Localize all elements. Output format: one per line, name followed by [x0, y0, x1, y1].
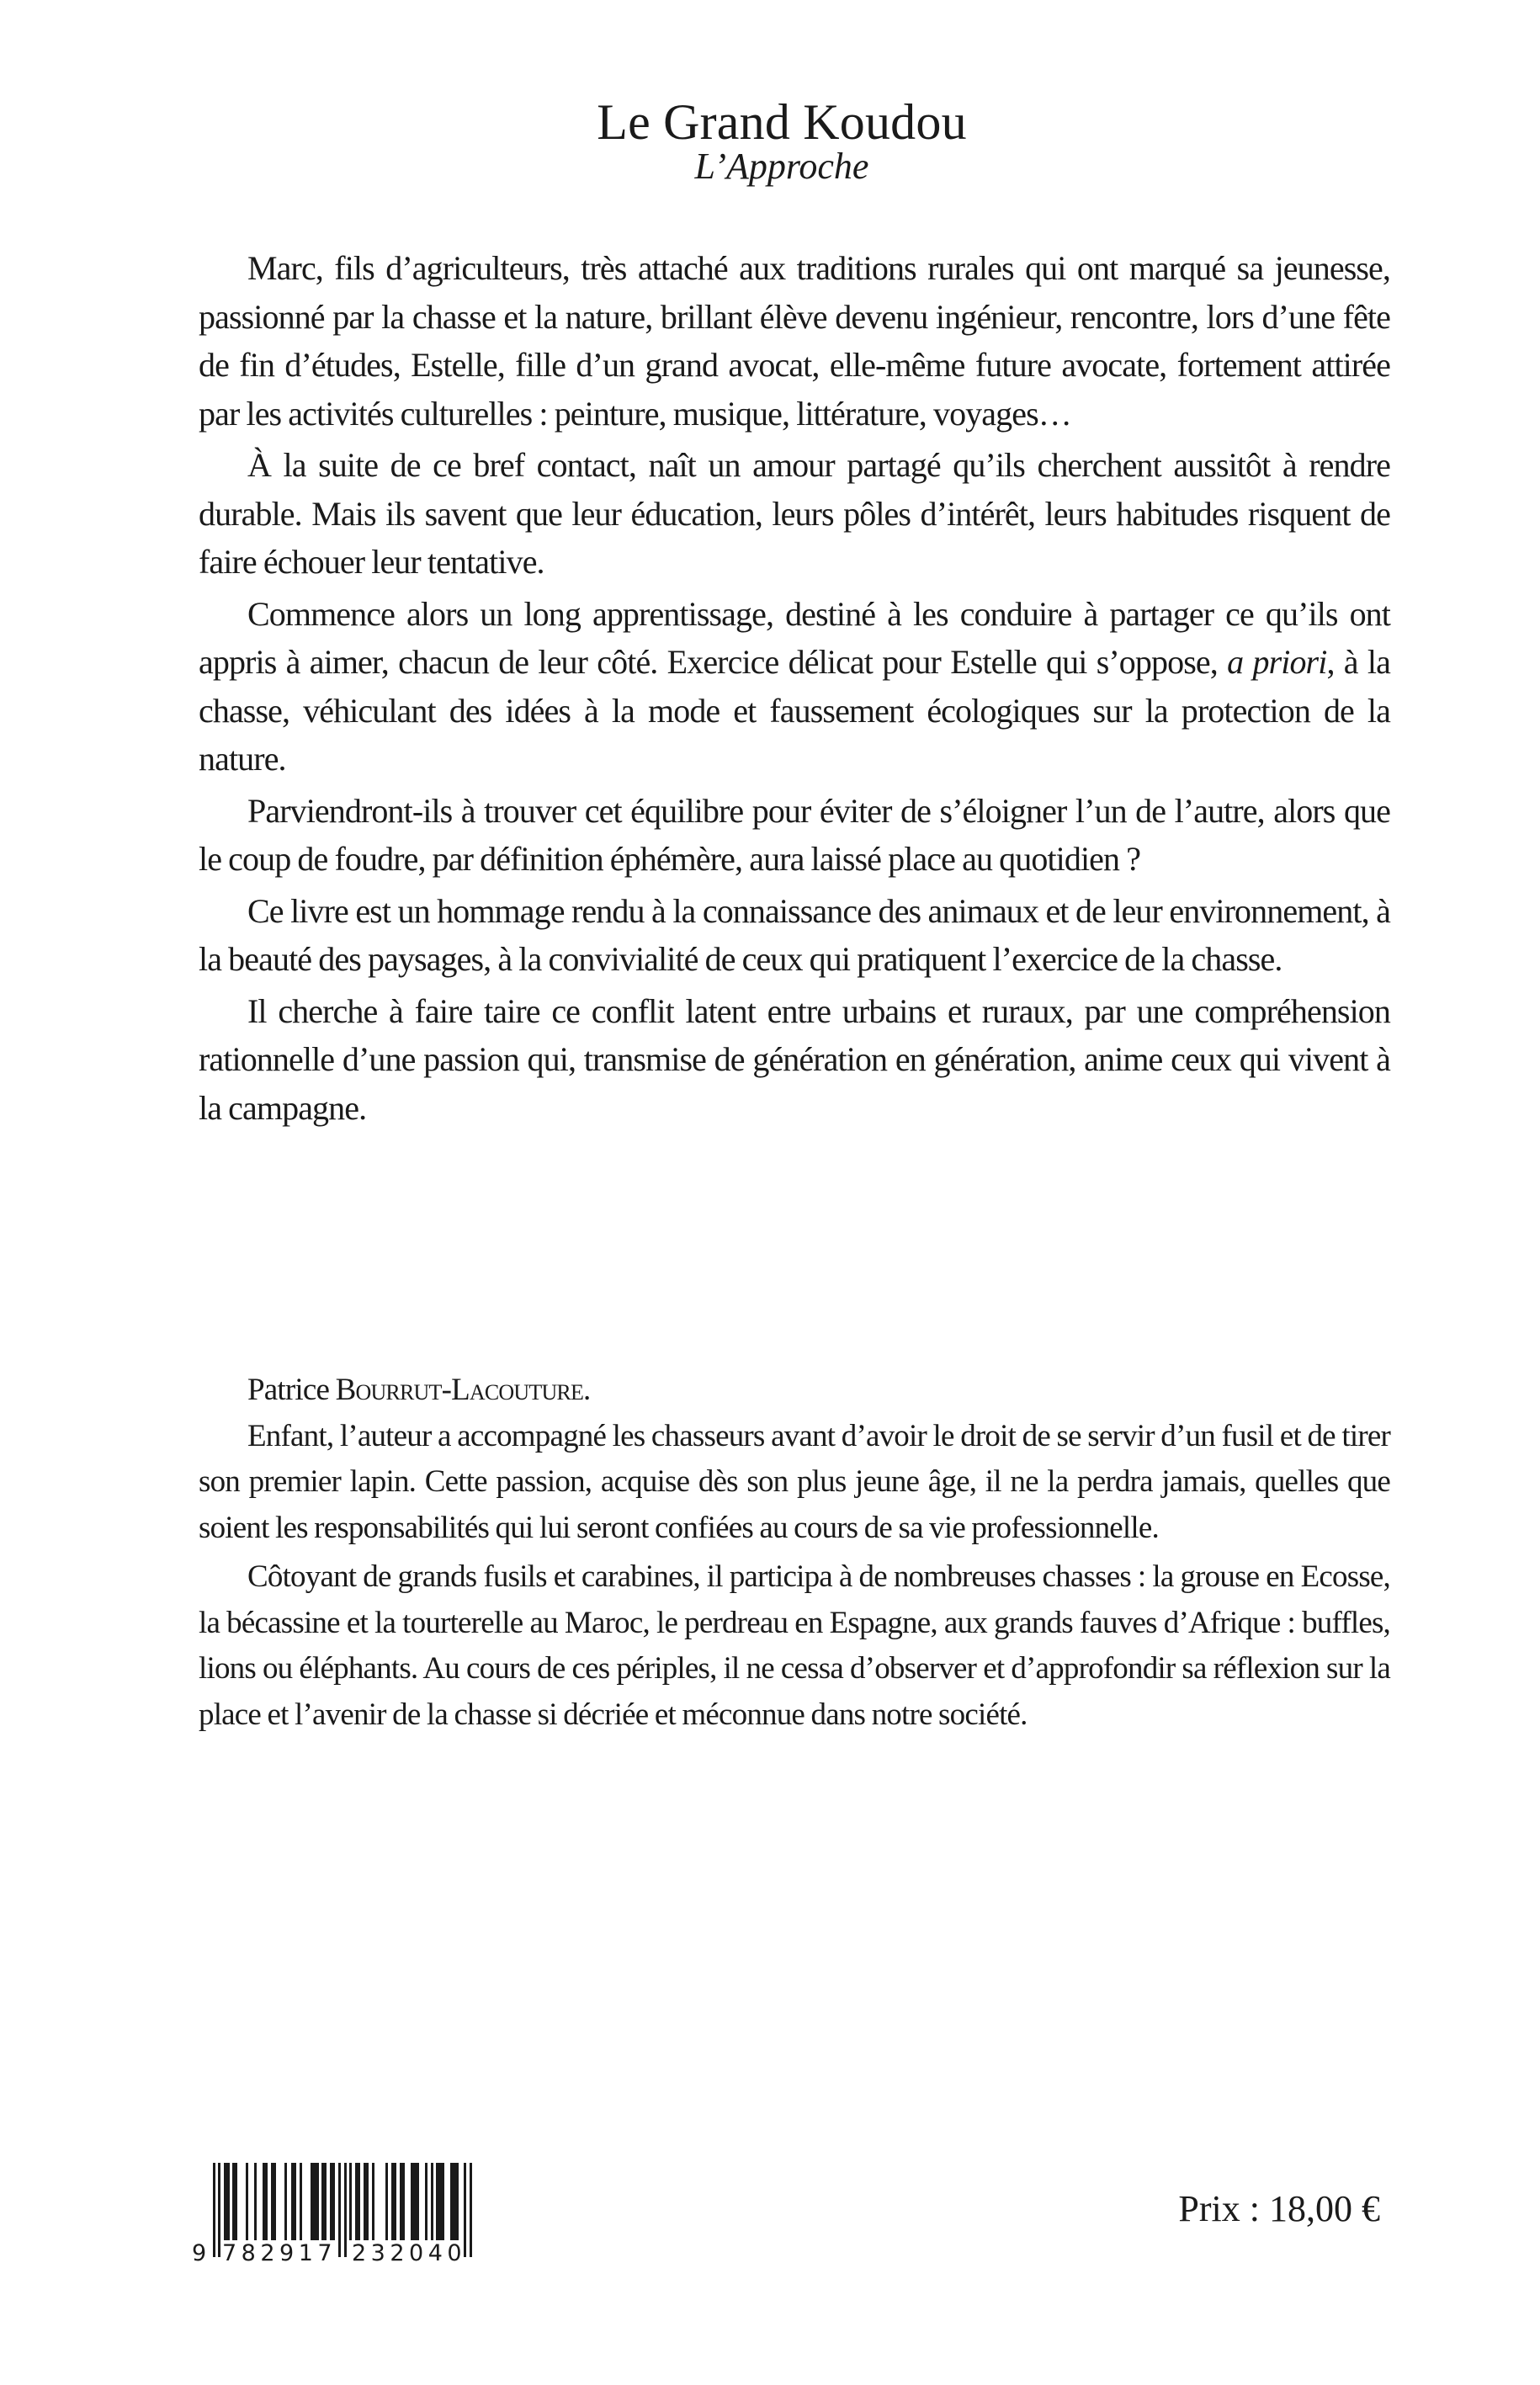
italic-phrase: a priori	[1227, 643, 1327, 681]
author-name-suffix: .	[583, 1373, 591, 1407]
author-bio	[199, 1368, 1390, 1741]
price-label: Prix : 18,00 €	[1178, 2188, 1380, 2229]
author-last-name: Bourrut-Lacouture	[335, 1373, 584, 1407]
isbn-right-group: 232040	[352, 2240, 467, 2266]
isbn-barcode	[192, 2161, 486, 2271]
title-block	[0, 94, 1540, 187]
summary-paragraph	[199, 590, 1390, 783]
summary-text: Commence alors un long apprentissage, destiné à les conduire à partager ce qu’ils ont appris à aimer, chacun de leur côté. Exercice délicat pour Estelle qui s’oppose,	[199, 594, 1390, 681]
author-paragraph: Côtoyant de grands fusils et carabines, il participa à de nombreuses chasses : la grouse en Ecosse, la bécassine et la tourterelle au Maroc, le perdreau en Espagne, aux grands fauves d’Afrique : buffles, lions ou éléphants. Au cours de ces périples, il ne cessa d’observer et d’approfondir sa réflexion sur la place et l’avenir de la chasse si décriée et méconnue dans notre société.	[199, 1559, 1390, 1732]
author-first-name: Patrice	[247, 1373, 330, 1407]
author-name	[199, 1368, 1390, 1414]
summary-paragraph: Marc, fils d’agriculteurs, très attaché aux traditions rurales qui ont marqué sa jeunesse, passionné par la chasse et la nature, brillant élève devenu ingénieur, rencontre, lors d’une fête de fin d’études, Estelle, fille d’un grand avocat, elle-même future avocate, fortement attirée par les activités culturelles : peinture, musique, littérature, voyages…	[199, 249, 1390, 433]
isbn-left-group: 782917	[222, 2240, 337, 2266]
book-title: Le Grand Koudou	[597, 94, 967, 150]
summary-paragraph: Ce livre est un hommage rendu à la connaissance des animaux et de leur environnement, à la beauté des paysages, à la convivialité de ceux qui pratiquent l’exercice de la chasse.	[199, 891, 1390, 978]
summary-paragraph: À la suite de ce bref contact, naît un amour partagé qu’ils cherchent aussitôt à rendre durable. Mais ils savent que leur éducation, leurs pôles d’intérêt, leurs habitudes risquent de faire échouer leur tentative.	[199, 446, 1390, 581]
summary-text: , à la chasse, véhiculant des idées à la mode et faussement écologiques sur la protection de la nature.	[199, 643, 1391, 778]
book-subtitle: L’Approche	[694, 146, 869, 187]
isbn-first-digit: 9	[192, 2240, 207, 2266]
author-paragraph: Enfant, l’auteur a accompagné les chasseurs avant d’avoir le droit de se servir d’un fusil et de tirer son premier lapin. Cette passion, acquise dès son plus jeune âge, il ne la perdra jamais, quelles que soient les responsabilités qui lui seront confiées au cours de sa vie professionnelle.	[199, 1418, 1390, 1545]
book-summary	[199, 244, 1390, 1135]
summary-paragraph: Parviendront-ils à trouver cet équilibre pour éviter de s’éloigner l’un de l’autre, alors que le coup de foudre, par définition éphémère, aura laissé place au quotidien ?	[199, 791, 1390, 878]
summary-paragraph: Il cherche à faire taire ce conflit latent entre urbains et ruraux, par une compréhension rationnelle d’une passion qui, transmise de génération en génération, anime ceux qui vivent à la campagne.	[199, 991, 1390, 1127]
